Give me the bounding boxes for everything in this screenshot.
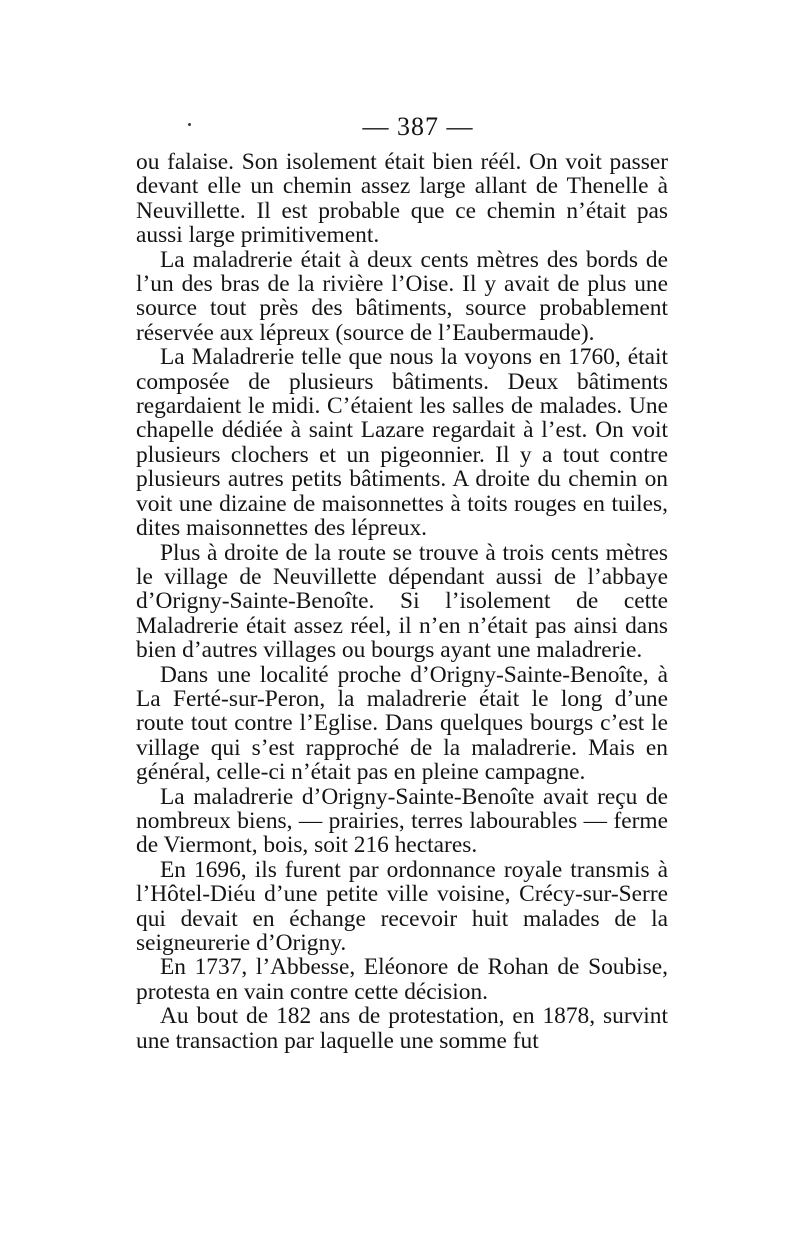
paragraph-4: Plus à droite de la route se trouve à trois cents mètres le village de Neuvillette dépendant aussi de l’abbaye d’Origny-Sainte-Benoîte. Si l’isolement de cette Maladrerie était assez réel, il n’en n’était pas ainsi dans bien d’autres villages ou bourgs ayant une maladrerie. bbox=[136, 539, 668, 664]
paragraph-9: Au bout de 182 ans de protestation, en 1878, survint une transaction par laquelle une somme fut bbox=[136, 1003, 668, 1054]
paragraph-8: En 1737, l’Abbesse, Eléonore de Rohan de Soubise, protesta en vain contre cette décision. bbox=[136, 954, 668, 1005]
paragraph-6: La maladrerie d’Origny-Sainte-Benoîte avait reçu de nombreux biens, — prairies, terres labourables — ferme de Viermont, bois, soit 216 hectares. bbox=[136, 783, 668, 859]
paragraph-3: La Maladrerie telle que nous la voyons en 1760, était composée de plusieurs bâtiments. Deux bâtiments regardaient le midi. C’étaient les salles de malades. Une chapelle dédiée à saint Lazare regardait à l’est. On voit plusieurs clochers et un pigeonnier. Il y a tout contre plusieurs autres petits bâtiments. A droite du chemin on voit une dizaine de maisonnettes à toits rouges en tuiles, dites maisonnettes des lépreux. bbox=[136, 344, 668, 542]
page-number: — 387 — bbox=[362, 112, 474, 141]
paragraph-7: En 1696, ils furent par ordonnance royale transmis à l’Hôtel-Diéu d’une petite ville voisine, Crécy-sur-Serre qui devait en échange recevoir huit malades de la seigneurerie d’Origny. bbox=[136, 856, 668, 956]
paragraph-1: ou falaise. Son isolement était bien réél. On voit passer devant elle un chemin assez large allant de Thenelle à Neuvillette. Il est probable que ce chemin n’était pas aussi large primitivement. bbox=[136, 149, 668, 249]
body-text bbox=[136, 150, 668, 1053]
paragraph-5: Dans une localité proche d’Origny-Sainte-Benoîte, à La Ferté-sur-Peron, la maladrerie était le long d’une route tout contre l’Eglise. Dans quelques bourgs c’est le village qui s’est rapproché de la maladrerie. Mais en général, celle-ci n’était pas en pleine campagne. bbox=[136, 661, 668, 786]
paragraph-2: La maladrerie était à deux cents mètres des bords de l’un des bras de la rivière l’Oise. Il y avait de plus une source tout près des bâtiments, source probablement réservée aux lépreux (source de l’Eaubermaude). bbox=[136, 246, 668, 346]
